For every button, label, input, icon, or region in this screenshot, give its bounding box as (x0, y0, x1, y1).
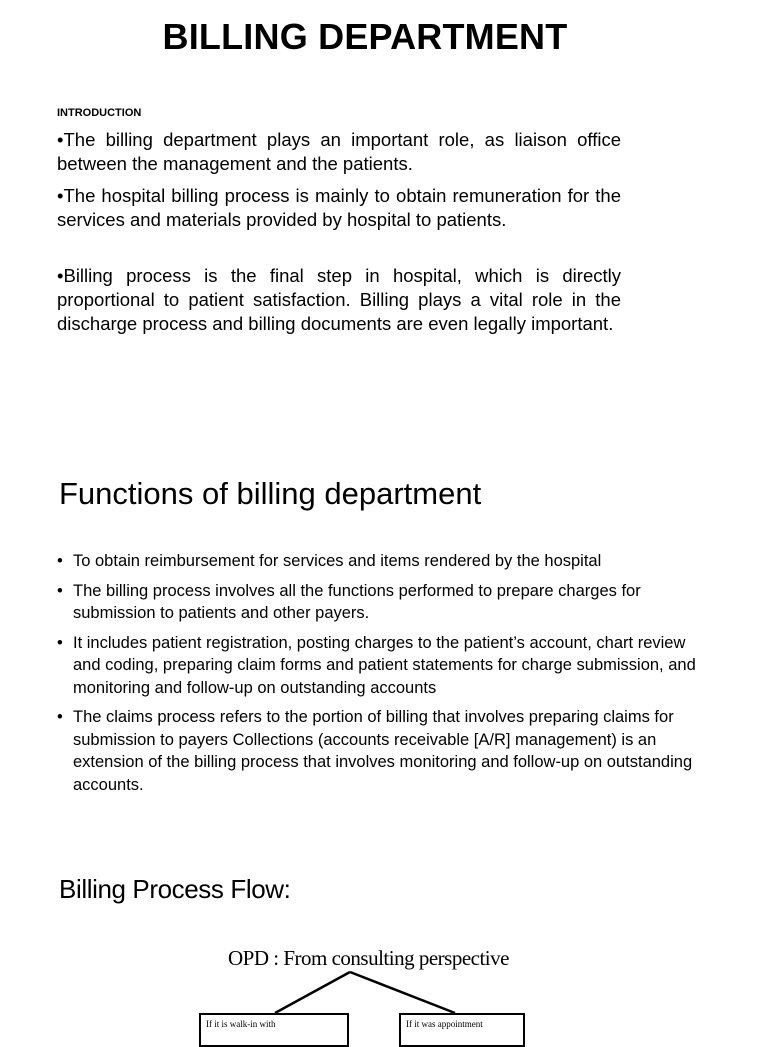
functions-list (57, 550, 717, 803)
bullet-marker: • (57, 581, 63, 600)
process-flow-heading: Billing Process Flow: (59, 874, 291, 904)
bullet-marker: • (57, 552, 63, 570)
bullet-marker: • (57, 708, 63, 726)
page-title: BILLING DEPARTMENT (162, 16, 568, 57)
intro-paragraph-1: •The billing department plays an important role, as liaison office between the management and the patients. (57, 129, 621, 174)
process-flow-diagram (0, 940, 768, 1029)
diagram-connectors (0, 940, 768, 1024)
functions-item-text: It includes patient registration, posting charges to the patient’s account, chart review and coding, preparing claim forms and patient statements for charge submission, and monitoring and follow-up on outstanding accounts (73, 633, 696, 697)
flow-box-appointment-text: If it was appointment (406, 1019, 483, 1029)
functions-list-item (57, 706, 717, 796)
connector-right (350, 972, 455, 1013)
functions-item-text: To obtain reimbursement for services and items rendered by the hospital (73, 552, 602, 570)
functions-list-item (57, 632, 717, 700)
connector-left (275, 972, 350, 1013)
functions-item-text: The billing process involves all the functions performed to prepare charges for submission to patients and other payers. (73, 581, 641, 622)
flow-box-walk-in (199, 1013, 349, 1047)
flow-box-walk-in-text: If it is walk-in with (206, 1019, 276, 1029)
functions-list-item (57, 550, 717, 573)
introduction-heading: INTRODUCTION (57, 107, 142, 119)
intro-paragraph-2: •The hospital billing process is mainly to obtain remuneration for the services and materials provided by hospital to patients. (57, 185, 621, 230)
bullet-marker: • (57, 633, 63, 652)
functions-item-text: The claims process refers to the portion of billing that involves preparing claims for submission to payers Collections (accounts receivable [A/R] management) is an extension of the billing process that involves monitoring and follow-up on outstanding accounts. (73, 708, 693, 794)
functions-list-item (57, 580, 717, 625)
flow-box-appointment (399, 1013, 525, 1047)
intro-paragraph-3: •Billing process is the final step in hospital, which is directly proportional to patient satisfaction. Billing plays a vital role in the discharge process and billing documents are even legally important. (57, 265, 621, 334)
diagram-title: OPD : From consulting perspective (228, 946, 509, 970)
functions-heading: Functions of billing department (59, 476, 482, 511)
